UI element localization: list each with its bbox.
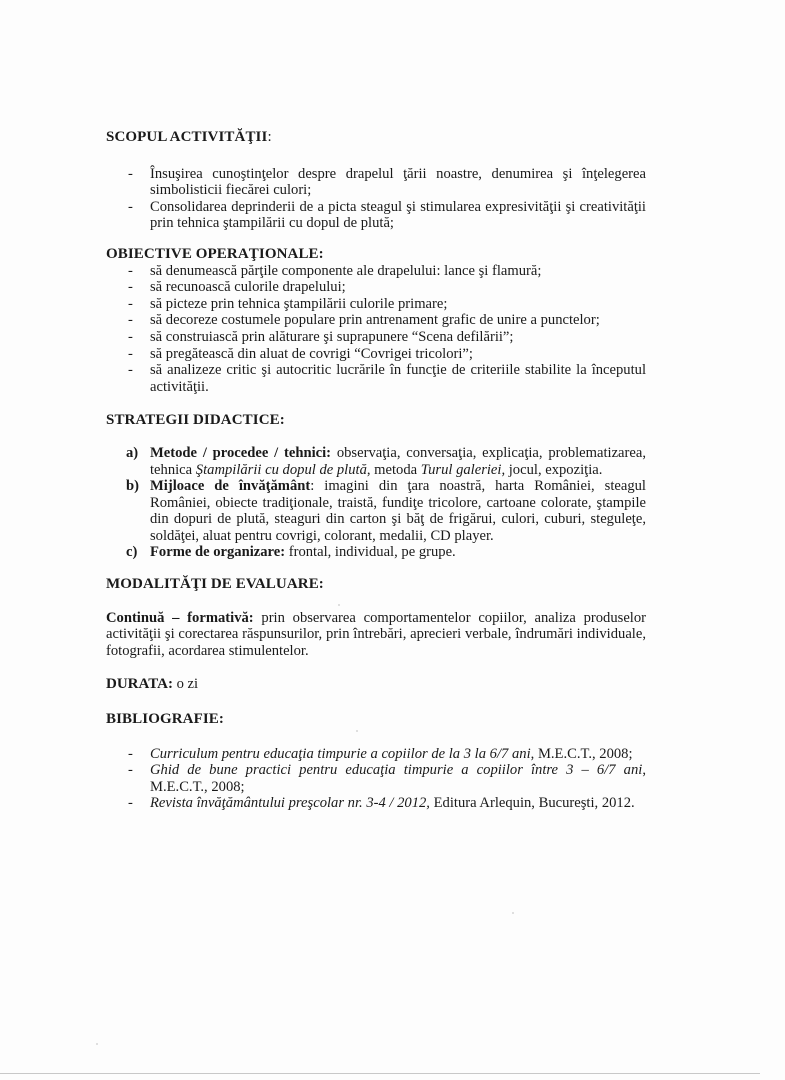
list-item-text: să denumească părţile componente ale drapelului: lance şi flamură; (150, 262, 542, 279)
entry-title: Ghid de bune practici pentru educaţia timpurie a copiilor între 3 – 6/7 ani (150, 762, 643, 779)
list-item-text: să decoreze costumele populare prin antrenament grafic de unire a punctelor; (150, 312, 600, 329)
dash-bullet: - (128, 279, 133, 296)
item-text: jocul, expoziţia. (505, 461, 603, 478)
section-strategii (106, 412, 646, 561)
item-label: Forme de organizare: (150, 544, 286, 561)
list-item-text: să analizeze critic şi autocritic lucrările în funcţie de criteriile stabilite la începutul activităţii. (150, 362, 646, 395)
dash-bullet: - (128, 362, 133, 379)
section-heading-evaluare: MODALITĂŢI DE EVALUARE: (106, 576, 324, 593)
section-evaluare (106, 576, 646, 659)
dash-bullet: - (128, 745, 133, 762)
section-heading-strategii: STRATEGII DIDACTICE: (106, 412, 285, 429)
dash-bullet: - (128, 345, 133, 362)
dash-bullet: - (128, 295, 133, 312)
list-item-forme (106, 544, 646, 561)
durata-line (106, 676, 646, 693)
list-item (106, 362, 646, 395)
strategii-list (106, 445, 646, 561)
scan-speck (356, 730, 358, 732)
dash-bullet: - (128, 762, 133, 779)
evaluare-paragraph (106, 610, 646, 660)
list-item (106, 312, 646, 329)
item-text: , metoda (366, 461, 421, 478)
dash-bullet: - (128, 262, 133, 279)
list-item (106, 296, 646, 313)
dash-bullet: - (128, 165, 133, 182)
bibliography-entry (106, 795, 646, 812)
section-obiective (106, 246, 646, 395)
dash-bullet: - (128, 312, 133, 329)
item-text: observaţia, conversaţia, explicaţia, problematizarea, tehnica (150, 444, 646, 478)
item-text: frontal, individual, pe grupe. (285, 544, 456, 561)
document-body (106, 129, 646, 812)
scan-speck (96, 1043, 98, 1045)
list-item (106, 166, 646, 199)
list-item-text: să construiască prin alăturare şi suprapunere “Scena defilării”; (150, 328, 514, 345)
entry-details: , M.E.C.T., 2008; (150, 762, 646, 795)
page-edge-line (0, 1073, 760, 1074)
list-item-text: Consolidarea deprinderii de a picta steagul şi stimularea expresivităţii şi creativităţii prin tehnica ştampilării cu dopul de plută; (150, 198, 646, 232)
list-marker: a) (126, 444, 139, 461)
entry-title: Revista învăţământului preşcolar nr. 3-4 / 2012, (150, 795, 430, 812)
heading-colon: : (267, 129, 272, 145)
scan-speck (512, 912, 514, 914)
section-durata (106, 676, 646, 693)
durata-value: o zi (172, 676, 199, 693)
entry-details: Editura Arlequin, Bucureşti, 2012. (429, 795, 635, 812)
bibliography-entry (106, 762, 646, 795)
list-item (106, 279, 646, 296)
list-item (106, 199, 646, 232)
scopul-list (106, 166, 646, 232)
item-italic-text: Turul galeriei, (420, 461, 506, 478)
bibliografie-list (106, 746, 646, 812)
section-bibliografie (106, 711, 646, 812)
paragraph-label: Continuă – formativă: (106, 609, 254, 626)
section-heading-scopul (106, 129, 646, 146)
list-item-mijloace (106, 478, 646, 544)
section-scopul (106, 129, 646, 232)
item-italic-text: Ştampilării cu dopul de plută (195, 461, 367, 478)
item-text: : imagini din ţara noastră, harta României, steagul României, obiecte tradiţionale, traistă, fundiţe tricolore, cartoane colorate, ştampile din dopuri de plută, steaguri din carton şi băţ de frigărui, culori, cuburi, steguleţe, soldăţei, aluat pentru covrigi, colorant, medalii, CD player. (150, 478, 646, 544)
paragraph-text: prin observarea comportamentelor copiilor, analiza produselor activităţii şi corectarea răspunsurilor, prin întrebări, aprecieri verbale, îndrumări individuale, fotografii, acordarea stimulentelor. (106, 609, 647, 659)
list-item-text: Însuşirea cunoştinţelor despre drapelul ţării noastre, denumirea şi înţelegerea simbolisticii fiecărei culori; (150, 165, 646, 199)
list-item-text: să pregătească din aluat de covrigi “Covrigei tricolori”; (150, 345, 473, 362)
list-item (106, 346, 646, 363)
dash-bullet: - (128, 795, 133, 812)
dash-bullet: - (128, 328, 133, 345)
list-marker: c) (126, 544, 138, 561)
list-item (106, 263, 646, 280)
item-label: Mijloace de învăţământ (150, 478, 311, 495)
section-heading-obiective: OBIECTIVE OPERAŢIONALE: (106, 245, 324, 262)
item-label: Metode / procedee / tehnici: (150, 444, 332, 461)
entry-details: , M.E.C.T., 2008; (530, 745, 633, 762)
scan-speck (338, 604, 340, 606)
list-item (106, 329, 646, 346)
section-heading-bibliografie: BIBLIOGRAFIE: (106, 711, 224, 728)
obiective-list (106, 263, 646, 396)
durata-label: DURATA: (106, 676, 173, 693)
bibliography-entry (106, 746, 646, 763)
list-marker: b) (126, 478, 139, 495)
heading-text: SCOPUL ACTIVITĂŢII (106, 129, 268, 145)
dash-bullet: - (128, 198, 133, 215)
entry-title: Curriculum pentru educaţia timpurie a copiilor de la 3 la 6/7 ani (150, 745, 531, 762)
list-item-text: să picteze prin tehnica ştampilării culorile primare; (150, 295, 448, 312)
list-item-metode (106, 445, 646, 478)
list-item-text: să recunoască culorile drapelului; (150, 279, 346, 296)
